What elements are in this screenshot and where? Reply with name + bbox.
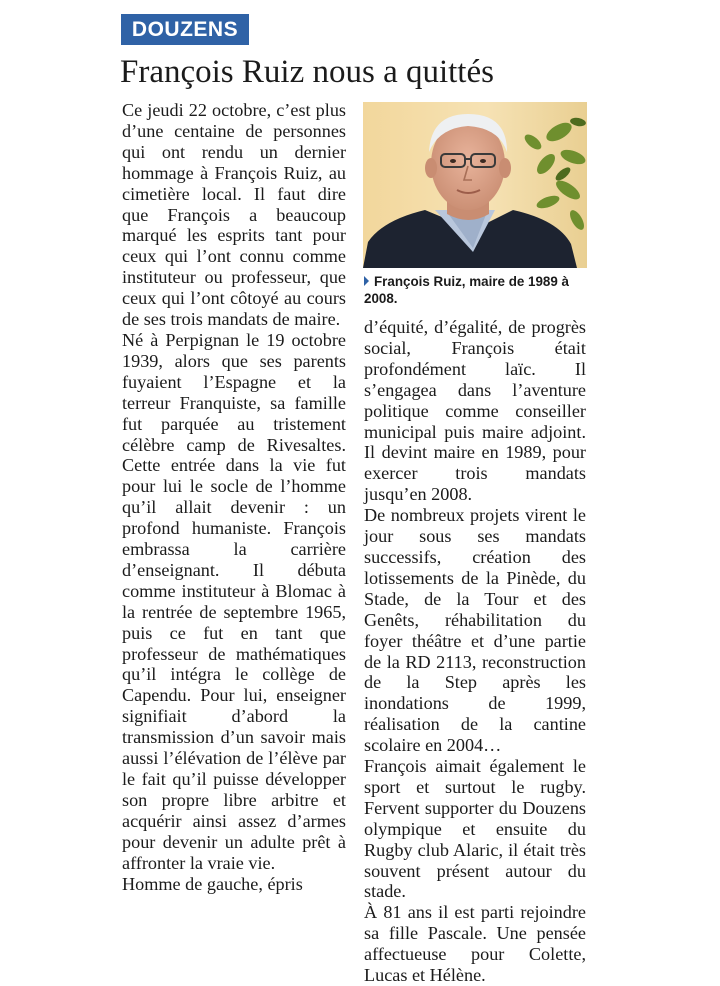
photo-caption-text: François Ruiz, maire de 1989 à 2008. — [364, 274, 569, 306]
section-tag: DOUZENS — [121, 14, 249, 45]
article-column-left — [122, 100, 346, 894]
paragraph-7: À 81 ans il est parti rejoindre sa fille Pascale. Une pensée affectueuse pour Colette, Lucas et Hélène. — [364, 902, 586, 986]
paragraph-1: Ce jeudi 22 octobre, c’est plus d’une centaine de personnes qui ont rendu un dernier hommage à François Ruiz, au cimetière local. Il faut dire que François a beaucoup marqué les esprits tant pour ceux qui l’ont connu comme instituteur ou professeur, que ceux qui l’ont côtoyé au cours de ses trois mandats de maire. — [122, 100, 346, 330]
article-column-right — [364, 317, 586, 986]
portrait-photo — [363, 102, 587, 268]
paragraph-2: Né à Perpignan le 19 octobre 1939, alors que ses parents fuyaient l’Espagne et la terreur Franquiste, sa famille fut parquée au tristement célèbre camp de Rivesaltes. Cette entrée dans la vie fut pour lui le socle de l’homme qu’il allait devenir : un profond humaniste. François embrassa la carrière d’enseignant. Il débuta comme instituteur à Blomac à la rentrée de septembre 1965, puis ce fut en tant que professeur de mathématiques qu’il intégra le collège de Capendu. Pour lui, enseigner signifiait d’abord la transmission d’un savoir mais aussi l’élévation de l’élève par le fait qu’il puisse développer son propre libre arbitre et acquérir ainsi assez d’armes pour devenir un adulte prêt à affronter la vraie vie. — [122, 329, 346, 873]
headline: François Ruiz nous a quittés — [120, 54, 494, 90]
caption-marker-icon — [364, 276, 369, 286]
paragraph-6: François aimait également le sport et surtout le rugby. Fervent supporter du Douzens olympique et ensuite du Rugby club Alaric, il était très souvent présent autour du stade. — [364, 756, 586, 902]
paragraph-3: Homme de gauche, épris — [122, 873, 303, 894]
paragraph-4: d’équité, d’égalité, de progrès social, François était profondément laïc. Il s’engagea dans l’aventure politique comme conseiller municipal puis maire adjoint. Il devint maire en 1989, pour exercer trois mandats jusqu’en 2008. — [364, 317, 586, 505]
photo-caption — [364, 273, 588, 307]
paragraph-5: De nombreux projets virent le jour sous ses mandats successifs, création des lotissements de la Pinède, du Stade, de la Tour et des Genêts, réhabilitation du foyer théâtre et d’une partie de la RD 2113, reconstruction de la Step après les inondations de 1999, réalisation de la cantine scolaire en 2004… — [364, 505, 586, 756]
